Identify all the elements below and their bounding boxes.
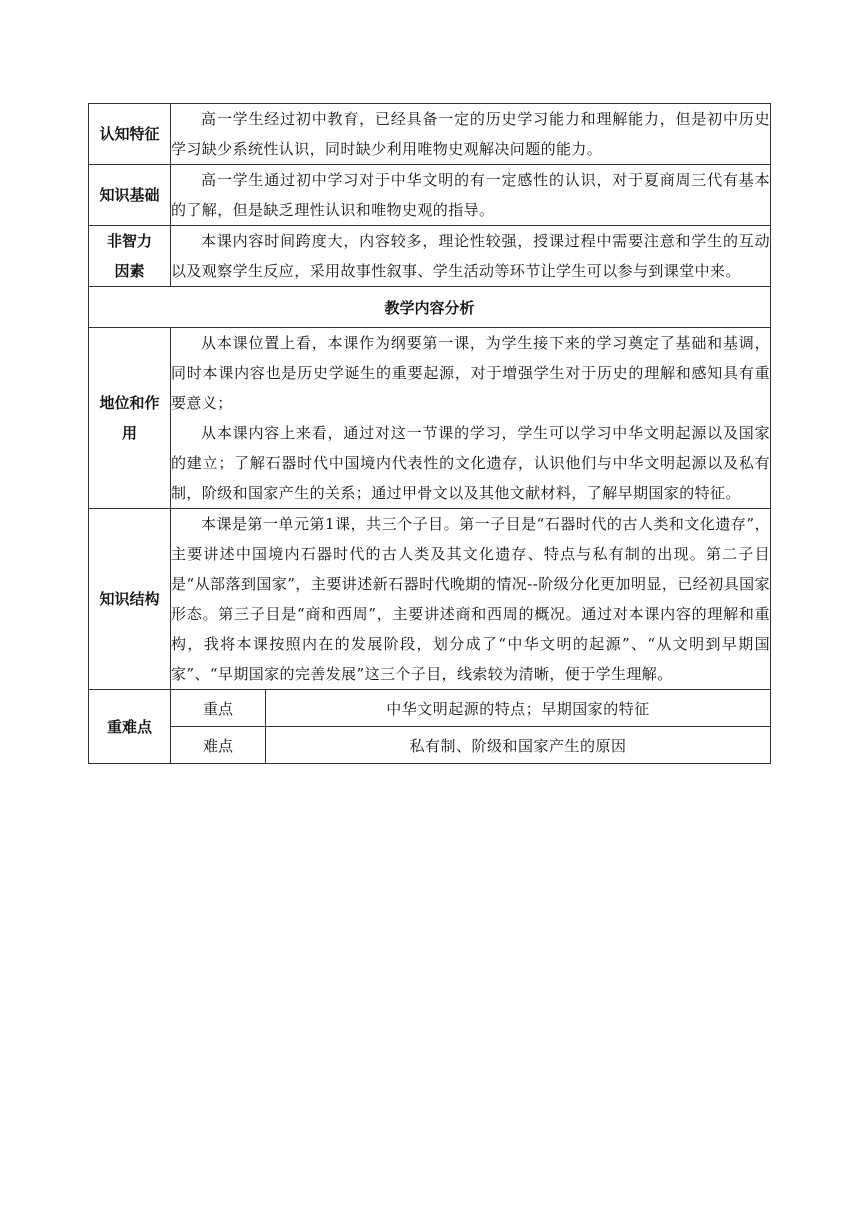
label-position-role (89, 328, 171, 509)
row-cognitive-features (89, 104, 771, 165)
difficult-point-value: 私有制、阶级和国家产生的原因 (266, 727, 771, 764)
label-line: 地位和作 (99, 394, 160, 412)
label-line: 非智力 (106, 232, 152, 250)
position-role-text-2: 从本课内容上来看，通过对这一节课的学习，学生可以学习中华文明起源以及国家的建立；了解石器时代中国境内代表性的文化遗存，认识他们与中华文明起源以及私有制，阶级和国家产生的关系；通过甲骨文以及其他文献材料，了解早期国家的特征。 (171, 424, 771, 502)
row-difficult-point (89, 727, 771, 764)
row-knowledge-base (89, 165, 771, 226)
cognitive-features-text: 高一学生经过初中教育，已经具备一定的历史学习能力和理解能力，但是初中历史学习缺少系统性认识，同时缺少利用唯物史观解决问题的能力。 (171, 110, 771, 158)
position-role-text-1: 从本课位置上看，本课作为纲要第一课，为学生接下来的学习奠定了基础和基调，同时本课内容也是历史学诞生的重要起源，对于增强学生对于历史的理解和感知具有重要意义； (171, 334, 771, 412)
row-knowledge-structure (89, 509, 771, 690)
non-intellectual-factors-text: 本课内容时间跨度大，内容较多，理论性较强，授课过程中需要注意和学生的互动以及观察学生反应，采用故事性叙事、学生活动等环节让学生可以参与到课堂中来。 (171, 232, 771, 280)
key-point-value: 中华文明起源的特点；早期国家的特征 (266, 690, 771, 727)
label-cognitive-features: 认知特征 (89, 104, 171, 165)
row-non-intellectual-factors (89, 226, 771, 287)
knowledge-structure-text: 本课是第一单元第1课，共三个子目。第一子目是“石器时代的古人类和文化遗存”，主要讲述中国境内石器时代的古人类及其文化遗存、特点与私有制的出现。第二子目是“从部落到国家”，主要讲述新石器时代晚期的情况--阶级分化更加明显，已经初具国家形态。第三子目是“商和西周”，主要讲述商和西周的概况。通过对本课内容的理解和重构，我将本课按照内在的发展阶段，划分成了“中华文明的起源”、“从文明到早期国家”、“早期国家的完善发展”这三个子目，线索较为清晰，便于学生理解。 (171, 515, 771, 683)
label-line: 因素 (114, 262, 145, 280)
lesson-plan-table (88, 103, 771, 764)
row-position-role (89, 328, 771, 509)
row-key-point (89, 690, 771, 727)
label-line: 用 (121, 424, 137, 442)
knowledge-base-text: 高一学生通过初中学习对于中华文明的有一定感性的认识，对于夏商周三代有基本的了解，但是缺乏理性认识和唯物史观的指导。 (171, 171, 771, 219)
label-knowledge-base: 知识基础 (89, 165, 171, 226)
section-title: 教学内容分析 (89, 287, 771, 328)
difficult-point-label: 难点 (171, 727, 266, 764)
label-non-intellectual-factors (89, 226, 171, 287)
row-section-header (89, 287, 771, 328)
key-point-label: 重点 (171, 690, 266, 727)
label-key-difficult-points: 重难点 (89, 690, 171, 764)
label-knowledge-structure: 知识结构 (89, 509, 171, 690)
